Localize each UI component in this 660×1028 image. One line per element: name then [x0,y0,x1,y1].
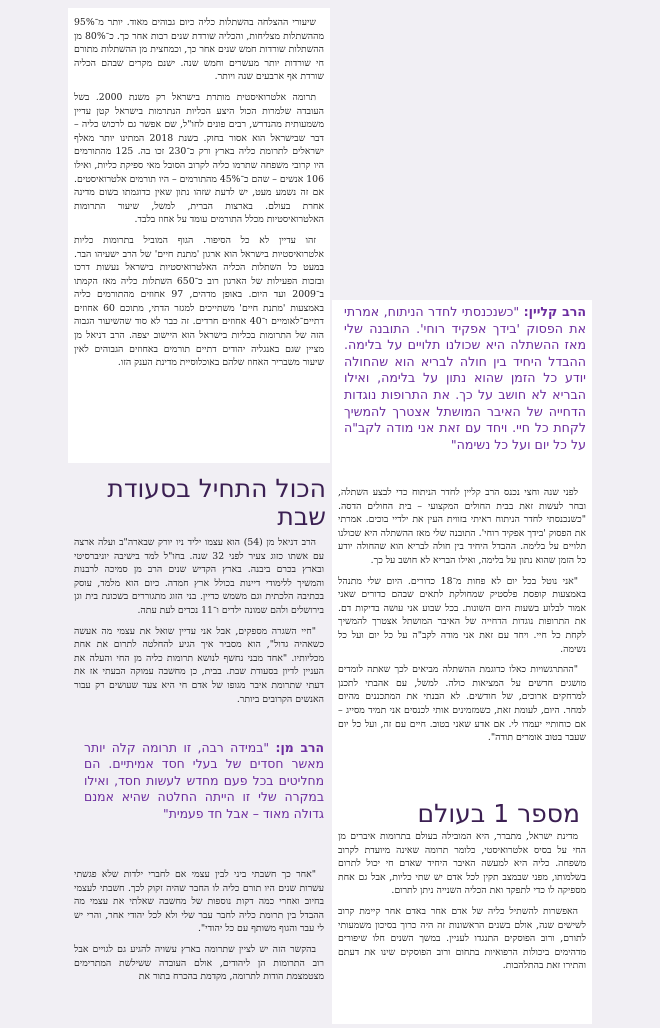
article-column-left-bottom-2 [74,868,324,1028]
paragraph: בהקשר הזה יש לציין שתרומה בארץ עשויה להגיע גם לגויים אבל רוב התרומות הן ליהודים, אולם העובדה ששילשת המתרימים מצטמצמת הודות לתרומה, מקדמת בהכרח בתור את [74,943,324,983]
article-column-right-mid [338,486,586,806]
paragraph: הרב דניאל מן (54) הוא עצמו יליד ניו יורק שבארה"ב ועלה ארצה עם אשתו כזוג צעיר לפני 32 שנה. בחו"ל למד בישיבה יוניברסיטי ובארץ בכרם ביבנה. בארץ הקדיש שנים הרב מן סמיכה לרבנות והמשיך ללימודי דיינות בכולל ארץ חמדה. כיום הוא מלמד, עוסק בכתיבה הלכתית וגם משמש כדיין. בני הזוג מתגוררים בשכונת בית וגן בירושלים ולהם שמונה ילדים ו־11 נכדים לעת עתה. [74,537,324,616]
paragraph: מדינת ישראל, מתברר, היא המובילה בעולם בתרומות איברים מן החי על בסיס אלטרואיסטי, כלומר תרומה שאינה מיועדת לקרוב משפחה. כליה היא למעשה האיבר היחיד שאדם חי יכול לתרום בשלמותו, מפני שבמצב תקין לכל אדם יש שתי כליות, אבל גם אחת מספיקה לו כדי לתפקד ואת הכליה השנייה ניתן לתרום. [338,831,586,897]
article-column-right-bottom [338,830,586,1024]
section-heading-shabbat: הכול התחיל בסעודת שבת [107,474,326,531]
quote-author: הרב קליין: [523,304,587,319]
article-column-left-top [74,16,324,456]
pull-quote-klein [344,304,586,453]
paragraph: "חיי השגרה מספקים, אבל אני עדיין שואל את עצמי מה אעשה כשאהיה גדול", הוא מסביר איך הגיע להחלטה לתרום את אחת מכליותיו. "אחד מבני נחשף לנושא תרומות כליה מן החי והעלה את העניין לדיון בסעודת שבת. בבית, כן מחשבה עמוקה הבעתי אז את דעתי שתרומת איבר מגופו של אדם חי היא צעד שעושים רק עבור האנשים הקרובים ביותר. [74,625,324,705]
paragraph: האפשרות להשתיל כליה של אדם אחר באדם אחר קיימת קרוב לשישים שנה, אולם בשנים הראשונות זה היה כרוך בסיכון משמעותי לתורם, ורוב הפוסקים התנגדו לעניין. במשך השנים חלו שיפורים מדהימים ביכולות הרפואיות בתחום ורוב הפוסקים שינו את דעתם והתירו זאת בהתלהבות. [338,905,586,972]
paragraph: זהו עדיין לא כל הסיפור. הגוף המוביל בתרומות כליות אלטרואיסטיות בישראל הוא ארגון 'מתנת חיים' של הרב ישעיהו הבר. במעט כל השתלות הכליה האלטרואיסטיות בישראל נעשות דרכו ובזכות הפעילות של הארגון רוב כ־650 השתלות כליה מאז הקמתו ב־2009 ועד היום. באופן מדהים, 97 אחוזים מהתורמים כליה באמצעות 'מתנת חיים' משתייכים למגזר הדתי, מתוכם 60 אחוזים דתיים־לאומיים ו־40 אחוזים חרדים. זה כבר לא סוד שהשיעור הגבוה הזה של התרומות בכליות בישראל הוא היישוב יצפה. הרב דניאל מן מציין שגם באנגליה יהודים דתיים תורמים באחוזים הגבוהים לאין שיעור משבריר האחוז שלהם באוכלוסיית מדינת הענק הזו. [74,234,324,369]
paragraph: "אחר כך חשבתי ביני לבין עצמי אם לחברי ילדות שלא פגשתי עשרות שנים היו תורם כליה לו החבר שהיה זקוק לכך. חשבתי לעצמי בחיוב ואחרי כמה דקות נוספות של מחשבה שאלתי את עצמי מה ההבדל בין תרומת כליה לחבר עבר שלי ולא לכל יהודי אחר, והרי יש לי עבר והגוף משותף עם כל יהודי". [74,869,324,935]
quote-author: הרב מן: [275,740,324,755]
pull-quote-man [84,740,324,822]
paragraph: "ההתרגשויות כאלו כדוגמת ההשתלה מביאים לכך שאתה לומדים מושגים חדשים על המציאות כולה. למשל, עם אהבתי לתכנן למרחקים ארוכים, של חודשים. לא הבנתי את המתכננים מהיום למחר. היום, לעומת זאת, כשמזמינים אותי לכנסים אני תמיד מסייג – אם כוחותיי יעמדו לי. אם אדע שאני בטוב. חיים עם זה, ועל כל יום שעבר בטוב אומרים תודה". [338,664,586,744]
paragraph: שיעורי ההצלחה בהשתלות כליה כיום גבוהים מאוד. יותר מ־95% מההשתלות מצליחות, והכליה שורדת שנים רבות אחר כך. כ־80% מן ההשתלות שורדות חמש שנים אחר כך, וכמחצית מן ההשתלות מתורם חי שורדות יותר מעשרים וחמש שנה. ישנם מקרים שבהם הכליה שורדת אף ארבעים שנה ויותר. [74,17,324,83]
paragraph: תרומה אלטרואיסטית מותרת בישראל רק משנת 2000. בשל העובדה שלמרות הכול היצע הכליות הנתרמות בישראל קטן עדיין משמעותית מהנדרש, רבים פונים לחו"ל, שם אפשר גם לרכוש כליה – דבר שבישראל הוא אסור בחוק. בשנת 2018 המתינו יותר מאלף ישראלים לתרומת כליה בארץ ורק כ־230 זכו בה. 125 מהתורמים היו קרובי משפחה שתרמו כליה לקרוב הסובל מאי ספיקת כליות, ואילו 106 אנשים – שהם כ־45% מהתורמים – היו תורמים אלטרואיסטים. אם זה נשמע מעט, יש לדעת שזהו נתון שאין כדוגמתו בשום מדינה אחרת בעולם. בארצות הברית, למשל, שיעור התרומות האלטרואיסטיות מכלל התורמים עומד על אחוז בלבד. [74,91,324,226]
section-heading-number-1: מספר 1 בעולם [417,799,580,828]
article-column-left-bottom [74,536,324,736]
quote-text: "כשנכנסתי לחדר הניתוח, אמרתי את הפסוק 'בידך אפקיד רוחי'. התובנה שלי מאז ההשתלה היא שכולנו תלויים על בלימה. ההבדל היחיד בין חולה לבריא הוא שהחולה יודע כל הזמן שהוא נתון על בלימה, ואילו הבריא לא חושב על כך. את התרופות נוגדות הדחייה של האיבר המושתל אצטרך להמשיך לקחת כל חיי. ויחד עם זאת אני מודה לקב"ה על כל יום ועל כל נשימה" [344,304,586,452]
paragraph: "אני נוטל בכל יום לא פחות מ־18 כדורים. היום שלי מתנהל באמצעות קופסת פלסטיק שמחולקת לתאים שבהם כדורים שאני אמור לבלוע בשעות היום השונות. בכל שבוע אני עושה בדיקות דם. את התרופות נוגדות הדחייה של האיבר המושתל אצטרך להמשיך לקחת כל חיי. ויחד עם זאת אני מודה לקב"ה על כל יום ועל כל נשימה. [338,575,586,655]
quote-text: "במידה רבה, זו תרומה קלה יותר מאשר חסדים של בעלי חסד אמיתיים. הם מחליטים בכל פעם מחדש לעשות חסד, ואילו במקרה שלי זו הייתה החלטה שהיא אמנם גדולה מאוד – אבל חד פעמית" [84,740,324,821]
paragraph: לפני שנה וחצי נכנס הרב קליין לחדר הניתוח כדי לבצע השתלה, ובחר לעשות זאת בבית החולים המקצועי – בית החולים הדסה. "כשנכנסתי לחדר הניתוח ראיתי בזווית העין את ילדיי בוכים. אמרתי את הפסוק 'בידך אפקיד רוחי'. התובנה שלי מאז ההשתלה היא שכולנו תלויים על בלימה. ההבדל היחיד בין חולה לבריא הוא שהחולה יודע כל הזמן שהוא נתון על בלימה, ואילו הבריא לא חושב על כך. [338,487,586,566]
